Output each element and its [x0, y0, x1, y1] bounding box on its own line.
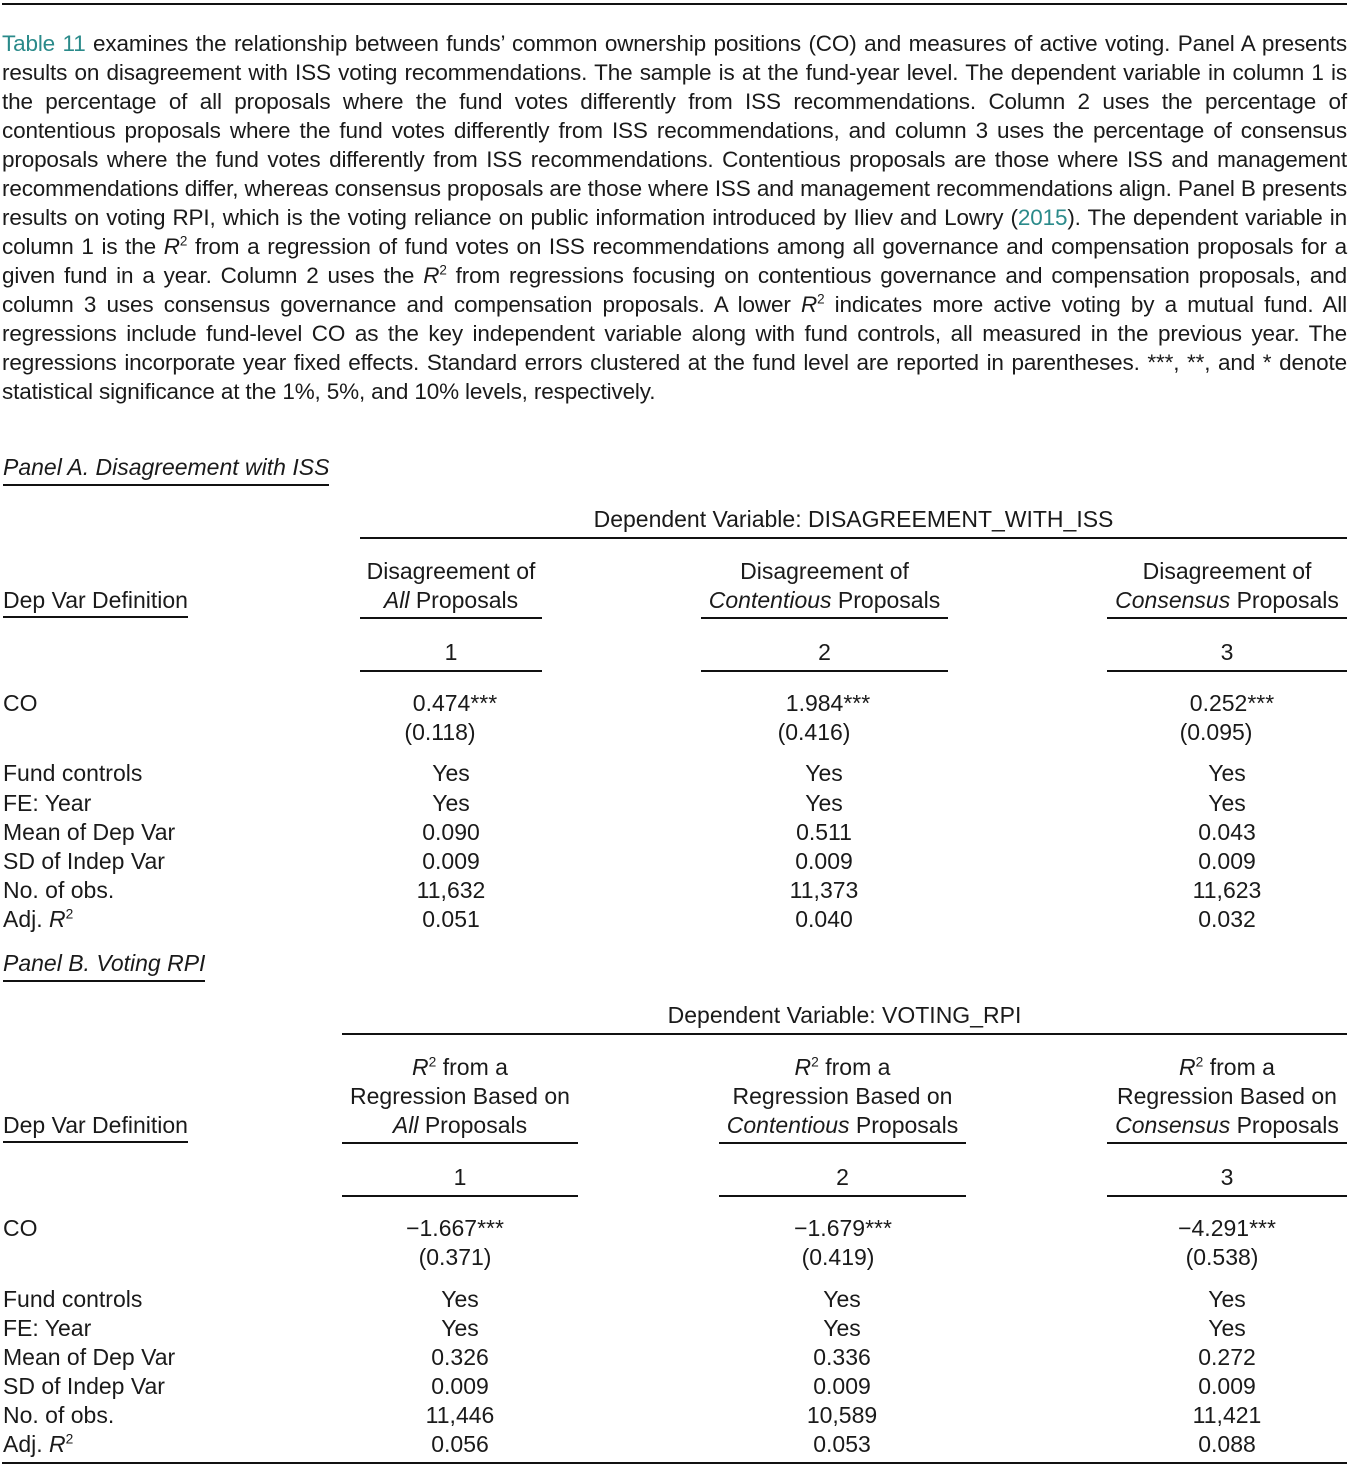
- panel-b-row-adj-r2-label: Adj. $R^2$: [3, 1431, 74, 1457]
- panel-b-col3-number: 3: [1107, 1163, 1347, 1197]
- panel-a-fund-controls-col1: Yes: [432, 760, 470, 786]
- top-rule: [2, 3, 1347, 5]
- panel-a-mean-dep-col3: 0.043: [1198, 819, 1256, 845]
- panel-a-fe-year-col3: Yes: [1208, 790, 1246, 816]
- panel-a-col1-number: 1: [360, 638, 542, 672]
- panel-a-col1-header: Disagreement of All Proposals: [360, 557, 542, 619]
- panel-a-fund-controls-col3: Yes: [1208, 760, 1246, 786]
- panel-b-col1-header: $R^2$ from a Regression Based on All Proposals: [342, 1053, 578, 1144]
- panel-b-mean-dep-col3: 0.272: [1198, 1344, 1256, 1370]
- panel-a-se-col2: (0.416): [777, 719, 851, 745]
- panel-b-fund-controls-col1: Yes: [441, 1286, 479, 1312]
- panel-a-co-col1: 0.474***: [412, 690, 498, 716]
- panel-b-dep-var-definition: Dep Var Definition: [3, 1111, 188, 1143]
- panel-b-row-fe-year-label: FE: Year: [3, 1315, 92, 1341]
- panel-b-adj-r2-col3: 0.088: [1198, 1431, 1256, 1457]
- panel-b-nobs-col2: 10,589: [806, 1402, 878, 1428]
- panel-b-row-fund-controls-label: Fund controls: [3, 1286, 143, 1312]
- panel-b-sd-indep-col2: 0.009: [813, 1373, 871, 1399]
- panel-b-fe-year-col3: Yes: [1208, 1315, 1246, 1341]
- panel-b-fund-controls-col2: Yes: [823, 1286, 861, 1312]
- panel-b-se-col2: (0.419): [801, 1244, 875, 1270]
- panel-a-dep-var-definition: Dep Var Definition: [3, 586, 188, 618]
- panel-a-mean-dep-col1: 0.090: [422, 819, 480, 845]
- panel-a-row-fe-year-label: FE: Year: [3, 790, 92, 816]
- panel-b-sd-indep-col1: 0.009: [431, 1373, 489, 1399]
- panel-a-col2-number: 2: [701, 638, 948, 672]
- citation-link[interactable]: 2015: [1017, 205, 1068, 230]
- panel-a-col2-header: Disagreement of Contentious Proposals: [701, 557, 948, 619]
- panel-b-fund-controls-col3: Yes: [1208, 1286, 1246, 1312]
- panel-b-se-col3: (0.538): [1185, 1244, 1259, 1270]
- panel-a-se-col1: (0.118): [404, 719, 476, 745]
- table-link[interactable]: Table 11: [2, 31, 86, 56]
- panel-a-col3-header: Disagreement of Consensus Proposals: [1107, 557, 1347, 619]
- panel-a-co-col3: 0.252***: [1189, 690, 1275, 716]
- panel-a-sd-indep-col1: 0.009: [422, 848, 480, 874]
- panel-b-co-col1: −1.667***: [406, 1215, 504, 1241]
- panel-a-row-sd-indep-label: SD of Indep Var: [3, 848, 165, 874]
- panel-b-col3-header: $R^2$ from a Regression Based on Consensus Proposals: [1107, 1053, 1347, 1144]
- panel-b-se-col1: (0.371): [418, 1244, 492, 1270]
- panel-a-sd-indep-col3: 0.009: [1198, 848, 1256, 874]
- panel-b-row-co-label: CO: [3, 1215, 38, 1241]
- panel-a-adj-r2-col3: 0.032: [1198, 906, 1256, 932]
- panel-a-row-fund-controls-label: Fund controls: [3, 760, 143, 786]
- panel-a-fe-year-col1: Yes: [432, 790, 470, 816]
- panel-b-adj-r2-col1: 0.056: [431, 1431, 489, 1457]
- panel-b-dependent-variable: Dependent Variable: VOTING_RPI: [342, 1001, 1347, 1035]
- panel-a-mean-dep-col2: 0.511: [796, 819, 852, 845]
- panel-a-nobs-col1: 11,632: [416, 877, 486, 903]
- panel-b-mean-dep-col2: 0.336: [813, 1344, 871, 1370]
- panel-a-co-col2: 1.984***: [785, 690, 871, 716]
- panel-a-adj-r2-col2: 0.040: [795, 906, 853, 932]
- panel-a-title: Panel A. Disagreement with ISS: [3, 453, 329, 486]
- panel-a-col3-number: 3: [1107, 638, 1347, 672]
- panel-b-nobs-col3: 11,421: [1192, 1402, 1262, 1428]
- panel-b-col2-number: 2: [719, 1163, 966, 1197]
- panel-a-fe-year-col2: Yes: [805, 790, 843, 816]
- panel-a-fund-controls-col2: Yes: [805, 760, 843, 786]
- panel-a-nobs-col2: 11,373: [789, 877, 859, 903]
- panel-b-row-sd-indep-label: SD of Indep Var: [3, 1373, 165, 1399]
- panel-b-col2-header: $R^2$ from a Regression Based on Contentious Proposals: [719, 1053, 966, 1144]
- panel-b-adj-r2-col2: 0.053: [813, 1431, 871, 1457]
- panel-a-adj-r2-col1: 0.051: [422, 906, 480, 932]
- panel-b-sd-indep-col3: 0.009: [1198, 1373, 1256, 1399]
- panel-b-fe-year-col1: Yes: [441, 1315, 479, 1341]
- panel-a-row-adj-r2-label: Adj. $R^2$: [3, 906, 74, 932]
- panel-a-nobs-col3: 11,623: [1192, 877, 1262, 903]
- panel-a-se-col3: (0.095): [1179, 719, 1253, 745]
- panel-b-row-mean-dep-label: Mean of Dep Var: [3, 1344, 176, 1370]
- panel-b-nobs-col1: 11,446: [425, 1402, 495, 1428]
- panel-b-co-col3: −4.291***: [1178, 1215, 1276, 1241]
- panel-a-row-mean-dep-label: Mean of Dep Var: [3, 819, 176, 845]
- panel-b-mean-dep-col1: 0.326: [431, 1344, 489, 1370]
- panel-a-row-nobs-label: No. of obs.: [3, 877, 115, 903]
- panel-b-col1-number: 1: [342, 1163, 578, 1197]
- panel-b-title: Panel B. Voting RPI: [3, 949, 205, 982]
- bottom-rule: [2, 1462, 1347, 1464]
- panel-b-co-col2: −1.679***: [794, 1215, 892, 1241]
- panel-a-dependent-variable: Dependent Variable: DISAGREEMENT_WITH_ISS: [360, 505, 1347, 539]
- panel-b-row-nobs-label: No. of obs.: [3, 1402, 115, 1428]
- panel-b-fe-year-col2: Yes: [823, 1315, 861, 1341]
- panel-a-sd-indep-col2: 0.009: [795, 848, 853, 874]
- panel-a-row-co-label: CO: [3, 690, 38, 716]
- table-caption: Table 11 examines the relationship between funds’ common ownership positions (CO) and measures of active voting. Panel A presents results on disagreement with ISS voting recommendations. The sample is at the fund-year level. The dependent variable in column 1 is the percentage of all proposals where the fund votes differently from ISS recommendations. Column 2 uses the percentage of contentious proposals where the fund votes differently from ISS recommendations, and column 3 uses the percentage of consensus proposals where the fund votes differently from ISS recommendations. Contentious proposals are those where ISS and management recommendations differ, whereas consensus proposals are those where ISS and management recommendations align. Panel B presents results on voting RPI, which is the voting reliance on public information introduced by Iliev and Lowry (2015). The dependent variable in column 1 is the $R^2$ from a regression of fund votes on ISS recommendations among all governance and compensation proposals for a given fund in a year. Column 2 uses the $R^2$ from regressions focusing on contentious governance and compensation proposals, and column 3 uses consensus governance and compensation proposals. A lower $R^2$ indicates more active voting by a mutual fund. All regressions include fund-level CO as the key independent variable along with fund controls, all measured in the previous year. The regressions incorporate year fixed effects. Standard errors clustered at the fund level are reported in parentheses. ***, **, and * denote statistical significance at the 1%, 5%, and 10% levels, respectively.: [2, 31, 1348, 404]
